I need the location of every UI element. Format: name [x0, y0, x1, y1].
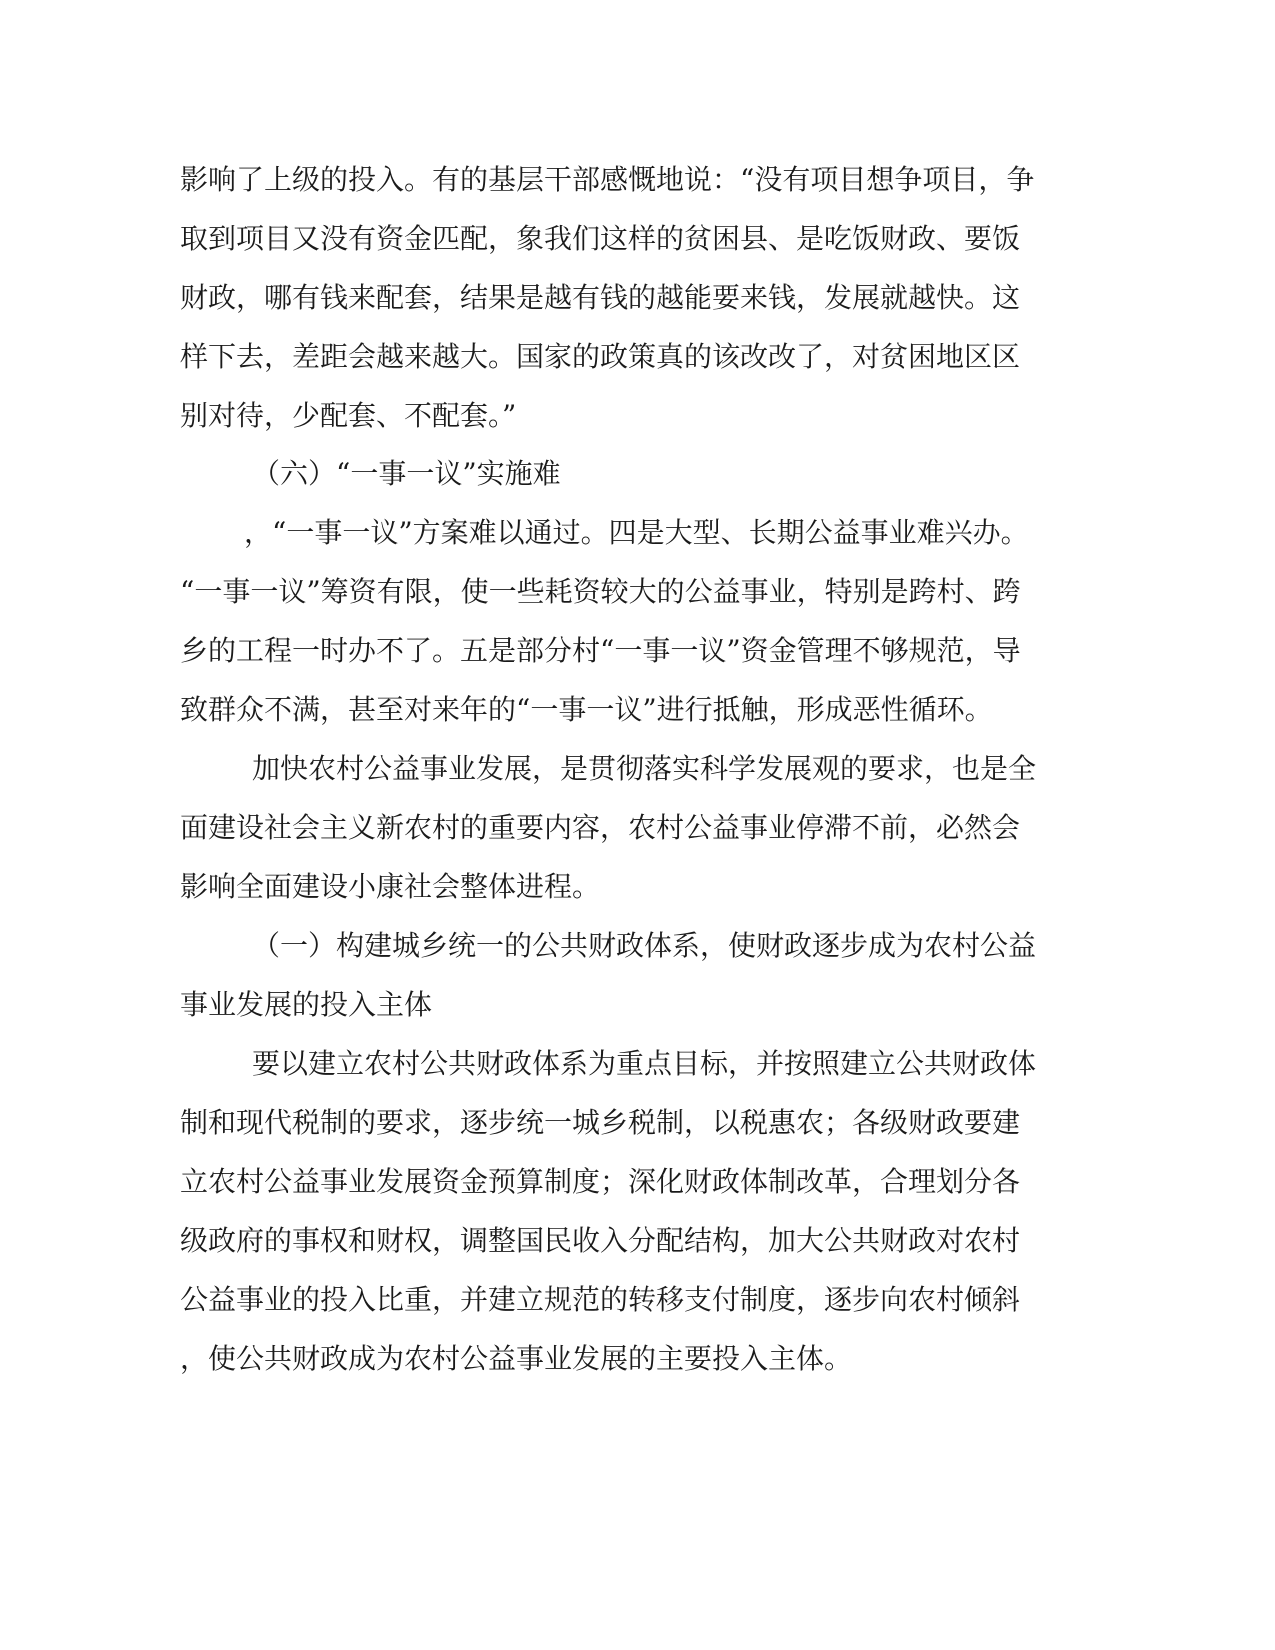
text-line: 公益事业的投入比重，并建立规范的转移支付制度，逐步向农村倾斜 [180, 1283, 1021, 1316]
text-line: 样下去，差距会越来越大。国家的政策真的该改改了，对贫困地区区 [180, 340, 1021, 373]
text-line: 取到项目又没有资金匹配，象我们这样的贫困县、是吃饭财政、要饭 [180, 222, 1021, 255]
text-line: 影响全面建设小康社会整体进程。 [180, 870, 601, 903]
text-line: “一事一议”筹资有限，使一些耗资较大的公益事业，特别是跨村、跨 [180, 575, 1021, 608]
section-heading: （一）构建城乡统一的公共财政体系，使财政逐步成为农村公益 [252, 929, 1037, 962]
text-line: 影响了上级的投入。有的基层干部感慨地说：“没有项目想争项目，争 [180, 163, 1035, 196]
text-line: ，“一事一议”方案难以通过。四是大型、长期公益事业难兴办。 [244, 516, 1029, 549]
text-line: 别对待，少配套、不配套。” [180, 399, 517, 432]
text-line: 要以建立农村公共财政体系为重点目标，并按照建立公共财政体 [252, 1047, 1037, 1080]
text-line: 致群众不满，甚至对来年的“一事一议”进行抵触，形成恶性循环。 [180, 693, 993, 726]
text-line: 乡的工程一时办不了。五是部分村“一事一议”资金管理不够规范，导 [180, 634, 1021, 667]
text-line: 加快农村公益事业发展，是贯彻落实科学发展观的要求，也是全 [252, 752, 1037, 785]
text-line: 制和现代税制的要求，逐步统一城乡税制，以税惠农；各级财政要建 [180, 1106, 1021, 1139]
text-line: 立农村公益事业发展资金预算制度；深化财政体制改革，合理划分各 [180, 1165, 1021, 1198]
text-line: ，使公共财政成为农村公益事业发展的主要投入主体。 [180, 1342, 853, 1375]
section-heading: 事业发展的投入主体 [180, 988, 433, 1021]
text-line: 级政府的事权和财权，调整国民收入分配结构，加大公共财政对农村 [180, 1224, 1021, 1257]
text-line: 财政，哪有钱来配套，结果是越有钱的越能要来钱，发展就越快。这 [180, 281, 1021, 314]
section-heading: （六）“一事一议”实施难 [252, 457, 561, 490]
text-line: 面建设社会主义新农村的重要内容，农村公益事业停滞不前，必然会 [180, 811, 1021, 844]
